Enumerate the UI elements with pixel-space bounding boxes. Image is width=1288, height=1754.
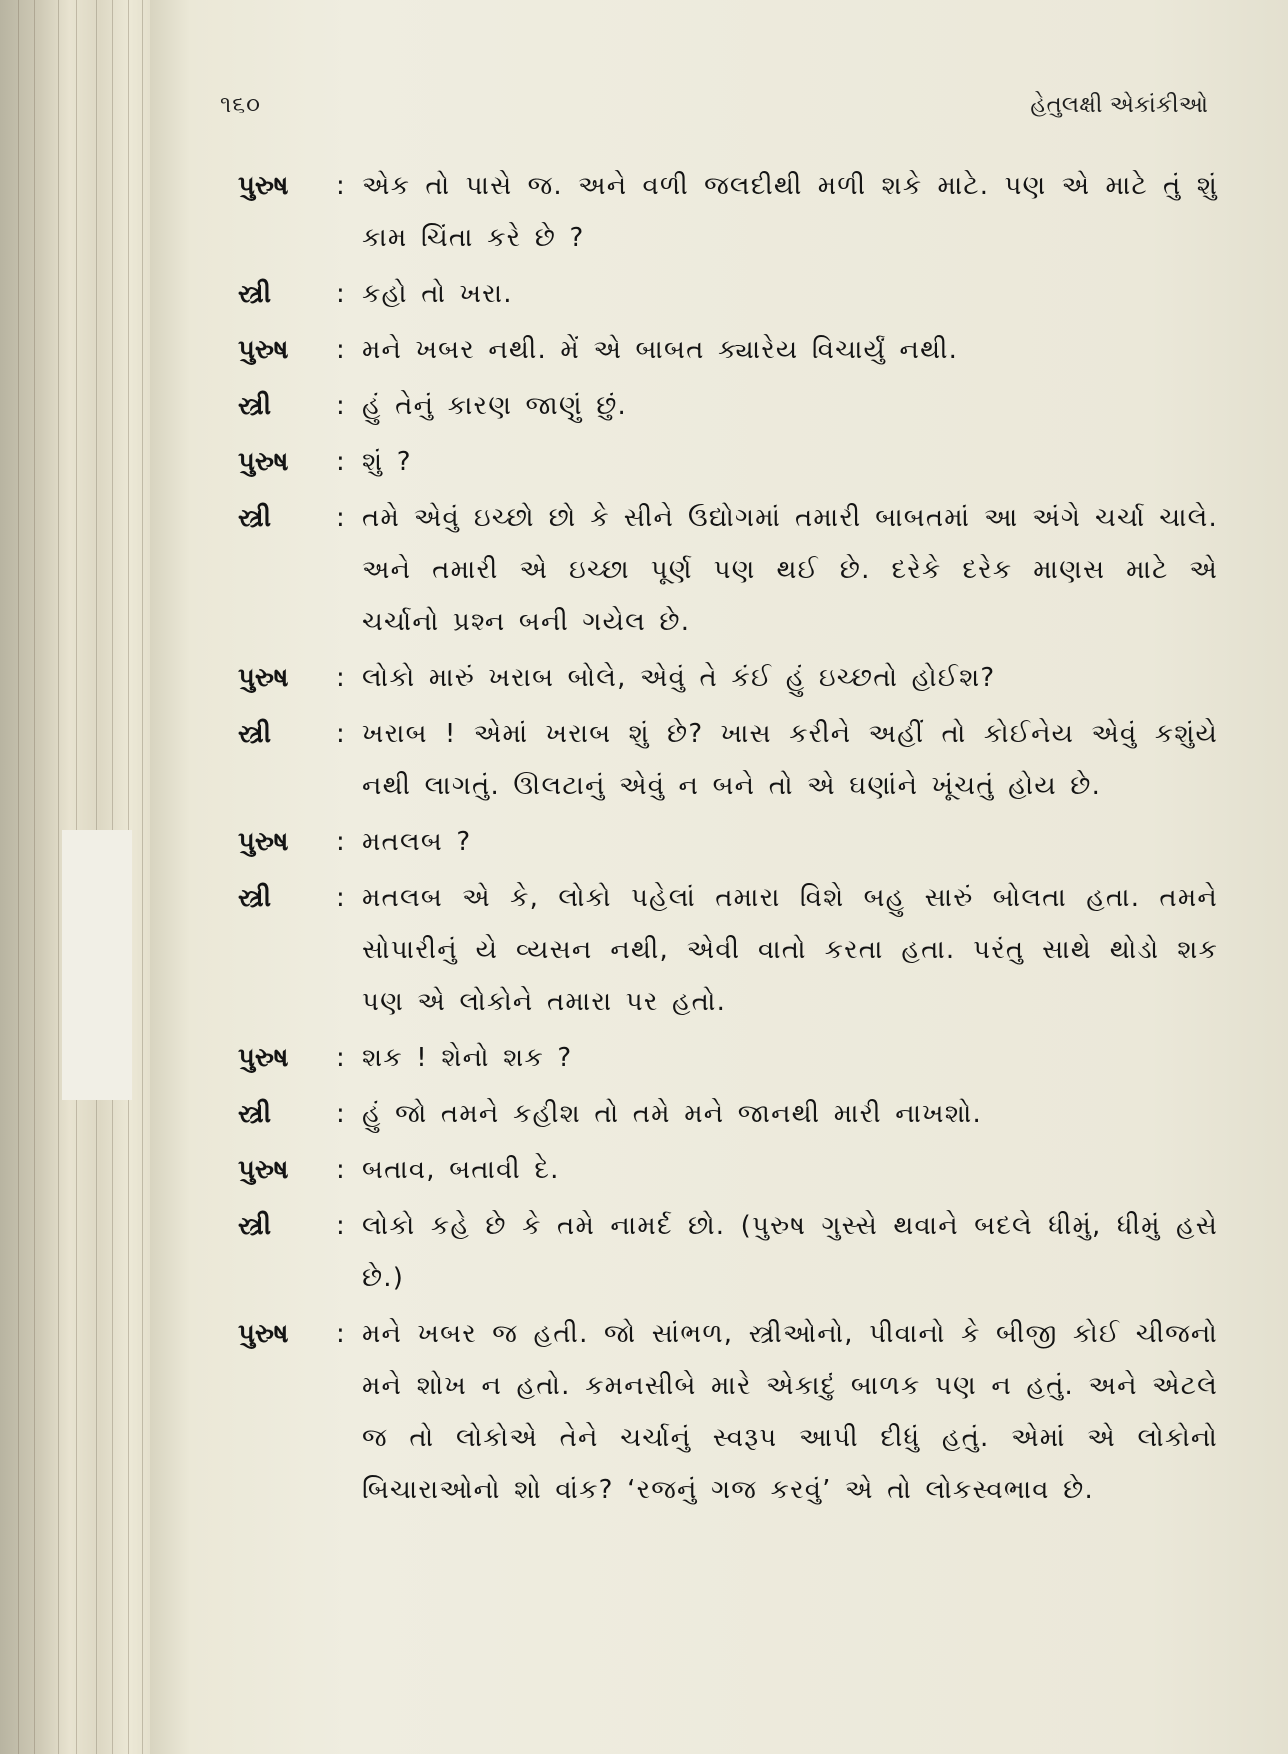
dialogue-line [238,1088,1218,1140]
page-marker-strip [62,830,132,1100]
speaker-name: સ્ત્રી [238,503,272,533]
dialogue-line [238,1200,1218,1304]
speaker-colon: : [336,503,345,533]
dialogue-line [238,816,1218,868]
speaker-colon: : [336,663,345,693]
speech-text: કહો તો ખરા. [362,279,513,309]
speech-text: મતલબ ? [362,827,472,857]
page-header [220,92,1208,132]
dialogue-text [238,160,1218,1520]
speaker-colon: : [336,391,345,421]
dialogue-line [238,1144,1218,1196]
dialogue-line [238,268,1218,320]
speaker-name: પુરુષ [238,447,289,477]
speaker-colon: : [336,1043,345,1073]
dialogue-line [238,652,1218,704]
speaker-colon: : [336,1211,345,1241]
dialogue-line [238,708,1218,812]
speaker-colon: : [336,827,345,857]
speaker-colon: : [336,171,345,201]
speaker-name: પુરુષ [238,663,289,693]
speaker-name: પુરુષ [238,171,289,201]
dialogue-line [238,380,1218,432]
speech-text: ખરાબ ! એમાં ખરાબ શું છે? ખાસ કરીને અહીં તો કોઈનેય એવું કશુંયે નથી લાગતું. ઊલટાનું એવું ન બને તો એ ઘણાંને ખૂંચતું હોય છે. [362,719,1218,801]
speech-text: એક તો પાસે જ. અને વળી જલદીથી મળી શકે માટે. પણ એ માટે તું શું કામ ચિંતા કરે છે ? [362,171,1218,253]
speaker-name: સ્ત્રી [238,279,272,309]
speaker-name: પુરુષ [238,1155,289,1185]
speech-text: મને ખબર જ હતી. જો સાંભળ, સ્ત્રીઓનો, પીવાનો કે બીજી કોઈ ચીજનો મને શોખ ન હતો. કમનસીબે મારે એકાદું બાળક પણ ન હતું. અને એટલે જ તો લોકોએ તેને ચર્ચાનું સ્વરૂપ આપી દીધું હતું. એમાં એ લોકોનો બિચારાઓનો શો વાંક? ‘રજનું ગજ કરવું’ એ તો લોકસ્વભાવ છે. [362,1319,1218,1505]
speech-text: હું જો તમને કહીશ તો તમે મને જાનથી મારી નાખશો. [362,1099,982,1129]
speaker-name: પુરુષ [238,827,289,857]
speech-text: મતલબ એ કે, લોકો પહેલાં તમારા વિશે બહુ સારું બોલતા હતા. તમને સોપારીનું યે વ્યસન નથી, એવી વાતો કરતા હતા. પરંતુ સાથે થોડો શક પણ એ લોકોને તમારા પર હતો. [362,883,1218,1017]
book-page [150,0,1288,1754]
speaker-colon: : [336,719,345,749]
speech-text: બતાવ, બતાવી દે. [362,1155,560,1185]
speaker-name: સ્ત્રી [238,391,272,421]
dialogue-line [238,872,1218,1028]
speaker-name: સ્ત્રી [238,719,272,749]
speaker-name: સ્ત્રી [238,1211,272,1241]
speaker-name: પુરુષ [238,335,289,365]
speaker-colon: : [336,447,345,477]
speech-text: તમે એવું ઇચ્છો છો કે સીને ઉદ્યોગમાં તમારી બાબતમાં આ અંગે ચર્ચા ચાલે. અને તમારી એ ઇચ્છા પૂર્ણ પણ થઈ છે. દરેકે દરેક માણસ માટે એ ચર્ચાનો પ્રશ્ન બની ગયેલ છે. [362,503,1218,637]
dialogue-line [238,160,1218,264]
dialogue-line [238,324,1218,376]
speaker-name: પુરુષ [238,1043,289,1073]
speaker-colon: : [336,1099,345,1129]
speech-text: લોકો કહે છે કે તમે નામર્દ છો. (પુરુષ ગુસ્સે થવાને બદલે ધીમું, ધીમું હસે છે.) [362,1211,1218,1293]
speaker-colon: : [336,883,345,913]
speech-text: મને ખબર નથી. મેં એ બાબત ક્યારેય વિચાર્યું નથી. [362,335,959,365]
speaker-name: સ્ત્રી [238,883,272,913]
speech-text: લોકો મારું ખરાબ બોલે, એવું તે કંઈ હું ઇચ્છતો હોઈશ? [362,663,996,693]
dialogue-line [238,1032,1218,1084]
speech-text: શક ! શેનો શક ? [362,1043,573,1073]
speaker-colon: : [336,335,345,365]
speaker-name: સ્ત્રી [238,1099,272,1129]
dialogue-line [238,1308,1218,1516]
speaker-name: પુરુષ [238,1319,289,1349]
speaker-colon: : [336,279,345,309]
speaker-colon: : [336,1155,345,1185]
dialogue-line [238,436,1218,488]
speech-text: હું તેનું કારણ જાણું છું. [362,391,627,421]
running-head: હેતુલક્ષી એકાંકીઓ [1030,92,1208,118]
dialogue-line [238,492,1218,648]
page-number: ૧૬૦ [220,92,261,118]
speaker-colon: : [336,1319,345,1349]
speech-text: શું ? [362,447,412,477]
